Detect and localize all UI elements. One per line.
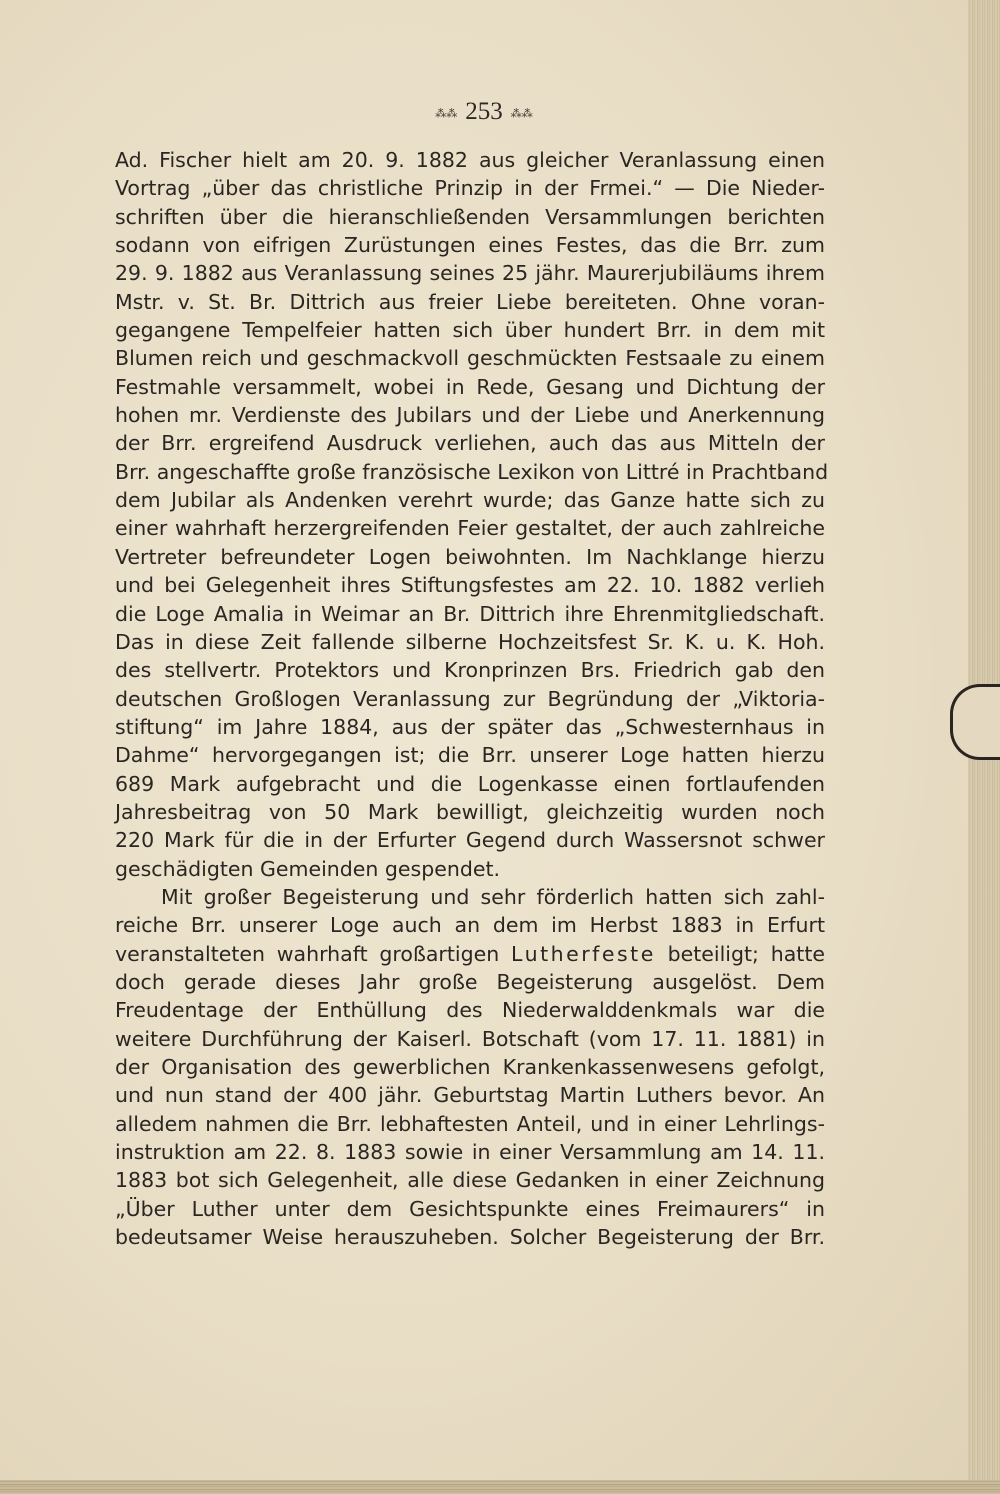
text-line: 689 Mark aufgebracht und die Logenkasse einen fortlaufenden bbox=[115, 771, 825, 796]
text-line: Festmahle versammelt, wobei in Rede, Gesang und Dichtung der bbox=[115, 374, 825, 399]
text-line: Ad. Fischer hielt am 20. 9. 1882 aus gleicher Veranlassung einen bbox=[115, 148, 825, 172]
emphasized-word: Lutherfeste bbox=[511, 941, 656, 966]
text-line: alledem nahmen die Brr. lebhaftesten Anteil, und in einer Lehrlings- bbox=[115, 1111, 825, 1136]
thumb-index-tab bbox=[950, 684, 1000, 760]
text-line: dem Jubilar als Andenken verehrt wurde; das Ganze hatte sich zu bbox=[115, 488, 825, 513]
text-line: Freudentage der Enthüllung des Niederwalddenkmals war die bbox=[115, 998, 825, 1023]
text-line: weitere Durchführung der Kaiserl. Botschaft (vom 17. 11. 1881) in bbox=[115, 1026, 825, 1051]
text-line: Vortrag „über das christliche Prinzip in der Frmei.“ — Die Nieder- bbox=[115, 176, 825, 201]
text-line: Vertreter befreundeter Logen beiwohnten. Im Nachklange hierzu bbox=[115, 544, 825, 569]
text-line: geschädigten Gemeinden gespendet. bbox=[115, 856, 501, 881]
text-line: Mstr. v. St. Br. Dittrich aus freier Liebe bereiteten. Ohne voran- bbox=[115, 289, 825, 314]
text-line: bedeutsamer Weise herauszuheben. Solcher Begeisterung der Brr. bbox=[115, 1225, 825, 1250]
text-line: Brr. angeschaffte große französische Lexikon von Littré in Prachtband bbox=[115, 459, 829, 484]
text-line: gegangene Tempelfeier hatten sich über hundert Brr. in dem mit bbox=[115, 318, 825, 343]
text-line: der Brr. ergreifend Ausdruck verliehen, auch das aus Mitteln der bbox=[115, 431, 825, 456]
text-line: Blumen reich und geschmackvoll geschmückten Festsaale zu einem bbox=[115, 346, 825, 371]
text-line: die Loge Amalia in Weimar an Br. Dittrich ihre Ehrenmitgliedschaft. bbox=[115, 601, 825, 626]
text-line: einer wahrhaft herzergreifenden Feier gestaltet, der auch zahlreiche bbox=[115, 516, 825, 541]
page-header bbox=[0, 98, 968, 126]
text-line: sodann von eifrigen Zurüstungen eines Festes, das die Brr. zum bbox=[115, 233, 825, 258]
text-line: und bei Gelegenheit ihres Stiftungsfestes am 22. 10. 1882 verlieh bbox=[115, 573, 825, 598]
text-line: Das in diese Zeit fallende silberne Hochzeitsfest Sr. K. u. K. Hoh. bbox=[115, 629, 825, 654]
bottom-page-edge bbox=[0, 1480, 1000, 1494]
text-line: hohen mr. Verdienste des Jubilars und der Liebe und Anerkennung bbox=[115, 403, 825, 428]
text-line: „Über Luther unter dem Gesichtspunkte eines Freimaurers“ in bbox=[115, 1196, 825, 1221]
text-line: schriften über die hieranschließenden Versammlungen berichten bbox=[115, 204, 825, 229]
text-line: doch gerade dieses Jahr große Begeisterung ausgelöst. Dem bbox=[115, 969, 825, 994]
text-fragment: beteiligt; hatte bbox=[667, 941, 825, 966]
text-line: Mit großer Begeisterung und sehr förderlich hatten sich zahl- bbox=[161, 884, 825, 909]
text-line: Dahme“ hervorgegangen ist; die Brr. unserer Loge hatten hierzu bbox=[115, 743, 825, 768]
text-line: deutschen Großlogen Veranlassung zur Begründung der „Viktoria- bbox=[115, 686, 825, 711]
ornament-left: ⁂⁂ bbox=[435, 107, 458, 120]
text-line: 220 Mark für die in der Erfurter Gegend durch Wassersnot schwer bbox=[115, 828, 825, 853]
text-line: der Organisation des gewerblichen Krankenkassenwesens gefolgt, bbox=[115, 1055, 825, 1079]
text-fragment: veranstalteten wahrhaft großartigen bbox=[115, 941, 500, 966]
page-body bbox=[115, 146, 829, 1251]
text-line: instruktion am 22. 8. 1883 sowie in einer Versammlung am 14. 11. bbox=[115, 1140, 825, 1165]
ornament-right: ⁂⁂ bbox=[510, 107, 533, 120]
text-line: und nun stand der 400 jähr. Geburtstag Martin Luthers bevor. An bbox=[115, 1083, 825, 1108]
text-line: reiche Brr. unserer Loge auch an dem im Herbst 1883 in Erfurt bbox=[115, 913, 825, 938]
text-line: 1883 bot sich Gelegenheit, alle diese Gedanken in einer Zeichnung bbox=[115, 1168, 825, 1193]
text-line-emphasis bbox=[115, 940, 825, 968]
text-line: 29. 9. 1882 aus Veranlassung seines 25 jähr. Maurerjubiläums ihrem bbox=[115, 261, 825, 286]
text-line: Jahresbeitrag von 50 Mark bewilligt, gleichzeitig wurden noch bbox=[115, 799, 825, 824]
text-line: stiftung“ im Jahre 1884, aus der später das „Schwesternhaus in bbox=[115, 714, 825, 739]
page-number: 253 bbox=[465, 98, 503, 125]
text-line: des stellvertr. Protektors und Kronprinzen Brs. Friedrich gab den bbox=[115, 658, 825, 683]
